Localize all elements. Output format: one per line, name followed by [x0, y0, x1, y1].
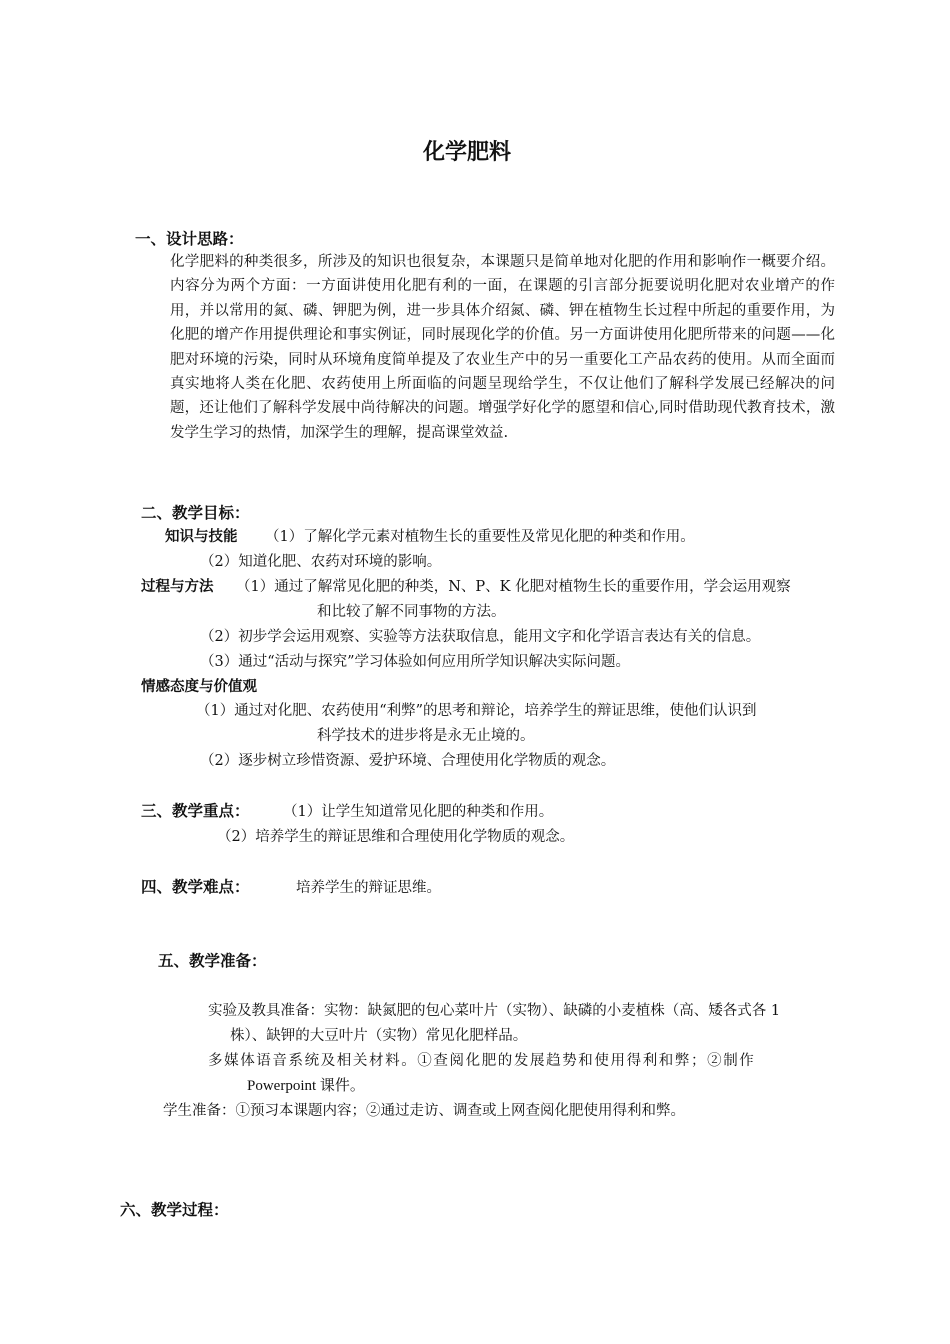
emotion-values-label: 情感态度与价值观	[141, 679, 257, 695]
process-goal-1-line-2: 和比较了解不同事物的方法。	[317, 604, 506, 620]
process-goal-3: （3）通过“活动与探究”学习体验如何应用所学知识解决实际问题。	[200, 654, 631, 670]
emotion-goal-1-line-1: （1）通过对化肥、农药使用“利弊”的思考和辩论，培养学生的辩证思维，使他们认识到	[196, 703, 757, 719]
emotion-goal-2: （2）逐步树立珍惜资源、爱护环境、合理使用化学物质的观念。	[200, 753, 616, 769]
prep-line-1a: 实验及教具准备：实物：缺氮肥的包心菜叶片（实物）、缺磷的小麦植株（高、矮各式各 1	[208, 1003, 781, 1019]
knowledge-goal-1: （1）了解化学元素对植物生长的重要性及常见化肥的种类和作用。	[265, 529, 695, 545]
section-heading-design-idea: 一、设计思路：	[135, 230, 244, 248]
section-heading-key-points: 三、教学重点：	[141, 802, 250, 820]
key-point-1: （1）让学生知道常见化肥的种类和作用。	[283, 804, 554, 820]
knowledge-skills-label: 知识与技能	[165, 529, 238, 545]
process-goal-2: （2）初步学会运用观察、实验等方法获取信息，能用文字和化学语言表达有关的信息。	[200, 629, 761, 645]
knowledge-goal-2: （2）知道化肥、农药对环境的影响。	[200, 554, 442, 570]
process-goal-1-line-1: （1）通过了解常见化肥的种类，N、P、K 化肥对植物生长的重要作用，学会运用观察	[236, 579, 791, 595]
section-heading-teaching-goals: 二、教学目标：	[141, 504, 250, 522]
section-heading-teaching-process: 六、教学过程：	[120, 1201, 229, 1219]
page-title: 化学肥料	[423, 140, 512, 165]
key-point-2: （2）培养学生的辩证思维和合理使用化学物质的观念。	[217, 829, 575, 845]
prep-line-2a: 多媒体语音系统及相关材料。①查阅化肥的发展趋势和使用得利和弊；②制作	[208, 1053, 756, 1069]
design-idea-paragraph: 化学肥料的种类很多，所涉及的知识也很复杂，本课题只是简单地对化肥的作用和影响作一概要介绍。内容分为两个方面：一方面讲使用化肥有利的一面，在课题的引言部分扼要说明化肥对农业增产的作用，并以常用的氮、磷、钾肥为例，进一步具体介绍氮、磷、钾在植物生长过程中所起的重要作用，为化肥的增产作用提供理论和事实例证，同时展现化学的价值。另一方面讲使用化肥所带来的问题——化肥对环境的污染，同时从环境角度简单提及了农业生产中的另一重要化工产品农药的使用。从而全面而真实地将人类在化肥、农药使用上所面临的问题呈现给学生，不仅让他们了解科学发展已经解决的问题，还让他们了解科学发展中尚待解决的问题。增强学好化学的愿望和信心,同时借助现代教育技术，激发学生学习的热情，加深学生的理解，提高课堂效益.	[170, 254, 835, 441]
prep-line-2b: Powerpoint 课件。	[247, 1078, 365, 1094]
prep-line-3: 学生准备：①预习本课题内容；②通过走访、调查或上网查阅化肥使用得利和弊。	[163, 1103, 685, 1119]
difficulty-1: 培养学生的辩证思维。	[296, 880, 441, 896]
section-heading-preparation: 五、教学准备：	[158, 952, 267, 970]
prep-line-1b: 株）、缺钾的大豆叶片（实物）常见化肥样品。	[230, 1028, 528, 1044]
process-methods-label: 过程与方法	[141, 579, 214, 595]
emotion-goal-1-line-2: 科学技术的进步将是永无止境的。	[317, 728, 535, 744]
section-heading-difficulties: 四、教学难点：	[141, 878, 250, 896]
